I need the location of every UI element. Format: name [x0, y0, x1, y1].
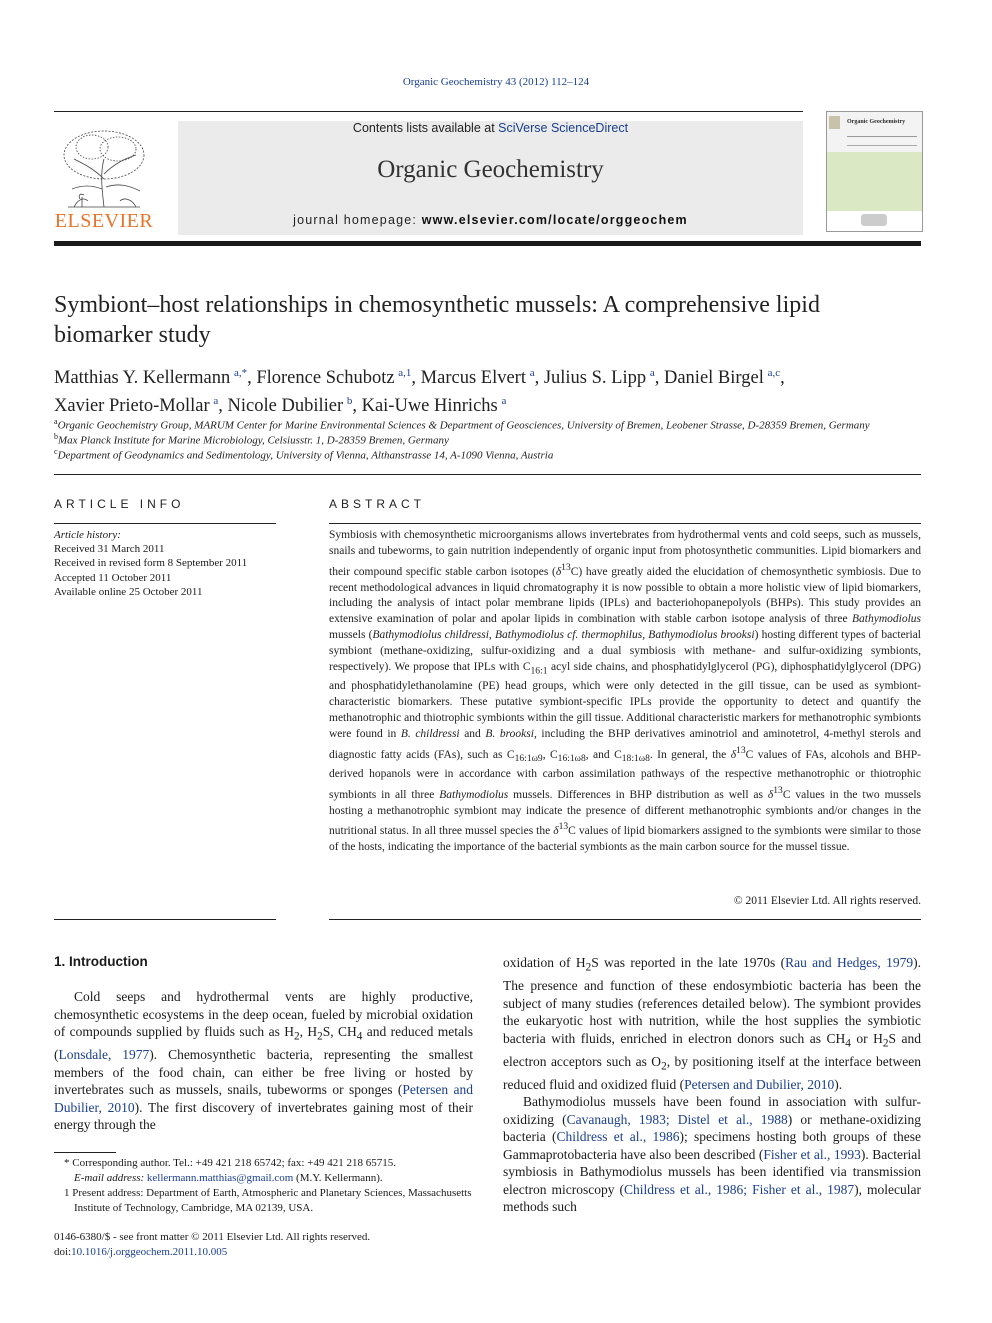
author-sup[interactable]: a [501, 395, 507, 408]
homepage-prefix: journal homepage: [293, 213, 422, 227]
author[interactable]: Daniel Birgel [663, 368, 764, 389]
author-sup[interactable]: a [529, 367, 535, 379]
author[interactable]: Nicole Dubilier [227, 396, 344, 417]
ref-link[interactable]: Lonsdale, 1977 [58, 1047, 150, 1063]
affil-sup: a [54, 417, 58, 426]
front-matter [54, 1230, 504, 1259]
journal-cover-thumbnail[interactable] [826, 111, 923, 232]
affiliation-b [54, 432, 954, 447]
author-sup[interactable]: b [346, 395, 353, 408]
copyright-line: © 2011 Elsevier Ltd. All rights reserved. [733, 895, 921, 907]
ref-link[interactable]: Fisher et al., 1993 [763, 1146, 861, 1162]
doi-prefix: doi: [54, 1245, 72, 1258]
ref-link[interactable]: Rau and Hedges, 1979 [785, 955, 914, 970]
footnote-present-address: 1 Present address: Department of Earth, Atmospheric and Planetary Sciences, Massachusetts Institute of Technology, Cambridge, MA 02139, USA. [64, 1187, 472, 1214]
affil-text: Max Planck Institute for Marine Microbiology, Celsiusstr. 1, D-28359 Bremen, Germany [58, 434, 449, 447]
affiliation-rule [54, 474, 921, 475]
footnote-rule [54, 1152, 116, 1153]
abstract-bottom-rule [329, 919, 921, 920]
author-sup[interactable]: a,c [767, 367, 781, 379]
cover-band [827, 152, 922, 211]
author[interactable]: Julius S. Lipp [543, 368, 647, 389]
article-title: Symbiont–host relationships in chemosynthetic mussels: A comprehensive lipid biomarker study [54, 292, 820, 348]
introduction-heading: 1. Introduction [54, 954, 148, 969]
author[interactable]: Marcus Elvert [420, 368, 526, 389]
history-revised: Received in revised form 8 September 2011 [54, 557, 248, 570]
footnote-corr-text: * Corresponding author. Tel.: +49 421 218 65742; fax: +49 421 218 65715. [64, 1157, 396, 1169]
author-sup[interactable]: a [213, 395, 219, 408]
author-sup[interactable]: a [649, 367, 655, 379]
homepage-link[interactable]: www.elsevier.com/locate/orggeochem [421, 213, 688, 227]
affil-sup: c [54, 447, 58, 456]
history-online: Available online 25 October 2011 [54, 585, 203, 598]
journal-name: Organic Geochemistry [377, 156, 604, 183]
intro-paragraph-1: Cold seeps and hydrothermal vents are highly productive, chemosynthetic ecosystems in the deep ocean, fueled by microbial oxidation of compounds supplied by fluids such as $H_2$, $H_2S$, $CH_4$ and reduced metals (Lonsdale, 1977). Chemosynthetic bacteria, representing the smallest members of the food chain, can either be free living or hosted by invertebrates such as mussels, snails, tubeworms or sponges (Petersen and Dubilier, 2010). The first discovery of invertebrates gaining most of their energy through the [54, 989, 474, 1133]
article-info-heading: ARTICLE INFO [54, 497, 185, 511]
email-suffix: (M.Y. Kellermann). [293, 1172, 383, 1184]
history-received: Received 31 March 2011 [54, 543, 165, 556]
author[interactable]: Matthias Y. Kellermann [54, 368, 231, 389]
intro-paragraph-1-cont: oxidation of $H_2S$ was reported in the late 1970s (Rau and Hedges, 1979). The presence and function of these endosymbiotic bacteria has been the subject of many studies (references detailed below). The symbiont provides the eukaryotic host with nutrition, while the host supplies the symbiotic bacteria with fluids, enriched in electron donors such as $CH_4$ or $H_2S$ and electron acceptors such as $O_2$, by positioning itself at the interface between reduced fluid and oxidized fluid (Petersen and Dubilier, 2010). [503, 955, 922, 1093]
author[interactable]: Kai-Uwe Hinrichs [361, 396, 498, 417]
header-rule [54, 111, 803, 112]
cover-text-lines [847, 136, 917, 146]
ref-link[interactable]: Petersen and Dubilier, 2010 [54, 1082, 473, 1115]
doi-link[interactable]: 10.1016/j.orggeochem.2011.10.005 [71, 1245, 228, 1258]
email-link[interactable]: kellermann.matthias@gmail.com [146, 1172, 294, 1184]
author[interactable]: Xavier Prieto-Mollar [54, 396, 210, 417]
ref-link[interactable]: Cavanaugh, 1983; Distel et al., 1988 [566, 1111, 788, 1127]
abstract-heading: ABSTRACT [329, 497, 426, 511]
email-label: E-mail address: [74, 1172, 147, 1184]
author[interactable]: Florence Schubotz [256, 368, 395, 389]
ref-link[interactable]: Childress et al., 1986 [556, 1129, 680, 1144]
affiliation-c [54, 447, 954, 462]
cover-title: Organic Geochemistry [847, 119, 906, 125]
history-accepted: Accepted 11 October 2011 [54, 571, 172, 584]
affiliation-a [54, 417, 954, 432]
elsevier-wordmark: ELSEVIER [54, 210, 154, 232]
cover-logo [829, 116, 840, 129]
ref-link[interactable]: Petersen and Dubilier, 2010 [684, 1077, 835, 1093]
contents-line [178, 121, 803, 135]
ref-link[interactable]: Childress et al., 1986; Fisher et al., 1987 [624, 1181, 855, 1197]
abstract-rule [329, 523, 921, 524]
affil-sup: b [54, 432, 58, 441]
author-list: Matthias Y. Kellermann $^{a,*}$, Florence Schubotz $^{a,1}$, Marcus Elvert $^a$, Julius S. Lipp $^a$, Daniel Birgel $^{a,c}$, Xavier Prieto-Mollar $^a$, Nicole Dubilier $^b$, Kai-Uwe Hinrichs $^a$ [54, 367, 785, 417]
affil-text: Department of Geodynamics and Sedimentology, University of Vienna, Althanstrasse 14, A-1090 Vienna, Austria [57, 449, 554, 462]
cover-logo-bottom [861, 214, 887, 226]
article-history [54, 528, 284, 599]
sciencedirect-link[interactable]: SciVerse ScienceDirect [498, 121, 629, 135]
cover-top [827, 112, 922, 152]
author-sup[interactable]: a,1 [398, 367, 412, 379]
author-sup[interactable]: a,* [233, 367, 248, 379]
article-info-rule [54, 523, 276, 524]
abstract-body: Symbiosis with chemosynthetic microorganisms allows invertebrates from hydrothermal vents and cold seeps, such as mussels, snails and tubeworms, to gain nutrition independently of organic input from photosynthetic communities. Lipid biomarkers and their compound specific stable carbon isotopes $(\delta^{13}C)$ have greatly aided the elucidation of chemosynthetic symbiosis. Due to recent methodological advances in liquid chromatography it is now possible to obtain a more holistic view of lipid biomarkers, including the analysis of intact polar membrane lipids (IPLs) and bacteriohopanepolyols (BHPs). This study provides an extensive examination of polar and apolar lipids in combination with stable carbon isotope analysis of three Bathymodiolus mussels (Bathymodiolus childressi, Bathymodiolus cf. thermophilus, Bathymodiolus brooksi) hosting different types of bacterial symbiont (methane-oxidizing, sulfur-oxidizing and a dual symbiosis with methane- and sulfur-oxidizing symbionts, respectively). We propose that IPLs with $C_{16:1}$ acyl side chains, and phosphatidylglycerol (PG), diphosphatidylglycerol (DPG) and phosphatidylethanolamine (PE) head groups, which were only detected in the gill tissue, can be used as symbiont-characteristic biomarkers. These putative symbiont-specific IPLs provide the opportunity to detect and quantify the methanotrophic and thiotrophic symbionts within the gill tissue. Additional characteristic markers for methanotrophic symbionts were found in B. childressi and B. brooksi, including the BHP derivatives aminotriol and aminotetrol, 4-methyl sterols and diagnostic fatty acids (FAs), such as $C_{16:1\omega 9}$, $C_{16:1\omega 8}$, and $C_{18:1\omega 8}$. In general, the $\delta^{13}C$ values of FAs, alcohols and BHP-derived hopanols were in accordance with carbon assimilation pathways of the respective methanotrophic or thiotrophic symbionts in all three Bathymodiolus mussels. Differences in BHP distribution as well as $\delta^{13}C$ values in the two mussels hosting a methanotrophic symbiont may indicate the presence of different methanotrophic symbionts and/or changes in the nutritional status. In all three mussel species the $\delta^{13}C$ values of lipid biomarkers assigned to the symbionts were similar to those of the hosts, indicating the importance of the bacterial symbionts as the main carbon source for the mussel tissue. [329, 529, 922, 854]
history-label: Article history: [54, 529, 121, 541]
journal-homepage [178, 213, 803, 227]
header-thick-rule [54, 241, 921, 246]
intro-paragraph-2: Bathymodiolus mussels have been found in association with sulfur-oxidizing (Cavanaugh, 1983; Distel et al., 1988) or methane-oxidizing bacteria (Childress et al., 1986); specimens hosting both groups of these Gammaprotobacteria have also been described (Fisher et al., 1993). Bacterial symbiosis in Bathymodiolus mussels has been identified via transmission electron microscopy (Childress et al., 1986; Fisher et al., 1987), molecular methods such [503, 1094, 921, 1214]
article-info-bottom-rule [54, 919, 276, 920]
contents-prefix: Contents lists available at [352, 121, 499, 135]
affil-text: Organic Geochemistry Group, MARUM Center for Marine Environmental Sciences & Department of Geosciences, University of Bremen, Leobener Strasse, D-28359 Bremen, Germany [57, 419, 870, 432]
issn-line: 0146-6380/$ - see front matter © 2011 Elsevier Ltd. All rights reserved. [54, 1231, 371, 1243]
journal-citation[interactable]: Organic Geochemistry 43 (2012) 112–124 [402, 76, 590, 88]
footnote-email [74, 1171, 493, 1186]
footnote-corresponding [54, 1156, 493, 1186]
doi-line [54, 1245, 504, 1260]
